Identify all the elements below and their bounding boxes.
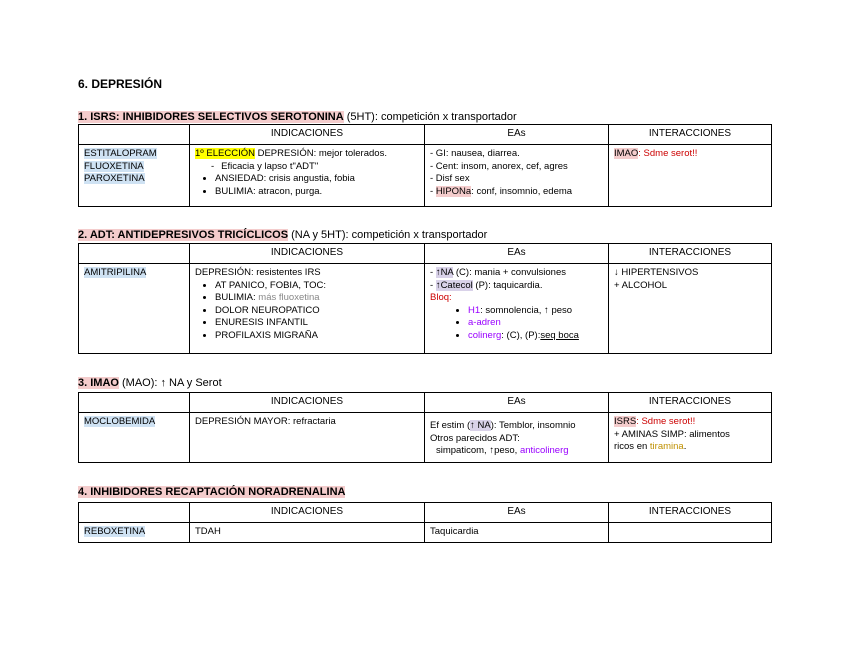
drug-cell <box>79 145 190 207</box>
first-choice-highlight: 1º ELECCIÓN <box>195 148 255 159</box>
table-header-row <box>79 503 772 523</box>
drug-cell <box>79 523 190 543</box>
section-4-label: 4. INHIBIDORES RECAPTACIÓN NORADRENALINA <box>78 486 346 498</box>
interaction-text: ↓ HIPERTENSIVOS <box>614 267 699 278</box>
header-interacciones: INTERACCIONES <box>609 503 772 523</box>
header-indicaciones: INDICACIONES <box>190 125 425 145</box>
header-interacciones: INTERACCIONES <box>609 244 772 264</box>
indications-cell <box>190 145 425 207</box>
section-2-heading <box>78 229 487 241</box>
adverse-effect: - ↑Catecol (P): taquicardia. <box>430 279 543 291</box>
drug-name: FLUOXETINA <box>84 160 144 172</box>
header-empty-cell <box>79 125 190 145</box>
section-1-heading <box>78 111 517 123</box>
indication-text: DEPRESIÓN: mejor tolerados. <box>254 148 387 159</box>
indication-item: • ANSIEDAD: crisis angustia, fobia <box>215 173 419 186</box>
indications-cell <box>190 264 425 354</box>
adverse-effect: - Cent: insom, anorex, cef, agres <box>430 160 568 172</box>
table-header-row <box>79 244 772 264</box>
table-row <box>79 523 772 543</box>
indication-item: • PROFILAXIS MIGRAÑA <box>215 330 419 343</box>
page-title: 6. DEPRESIÓN <box>78 77 163 91</box>
section-4-heading <box>78 486 345 498</box>
section-1-desc: (5HT): competición x transportador <box>343 111 517 123</box>
table-row <box>79 145 772 207</box>
drug-cell <box>79 264 190 354</box>
drug-name: ESTITALOPRAM <box>84 148 157 159</box>
interactions-cell <box>609 523 772 543</box>
section-2-desc: (NA y 5HT): competición x transportador <box>288 229 488 241</box>
header-indicaciones: INDICACIONES <box>190 244 425 264</box>
header-interacciones: INTERACCIONES <box>609 393 772 413</box>
indication-item: • DOLOR NEUROPATICO <box>215 305 419 318</box>
interaction-text: : Sdme serot!! <box>638 148 698 159</box>
table-header-row <box>79 393 772 413</box>
indication-item: - Eficacia y lapso t"ADT" <box>223 161 419 174</box>
na-highlight: ↑ NA <box>470 420 491 431</box>
bloq-label: Bloq: <box>430 292 452 303</box>
isrs-highlight: ISRS <box>614 416 637 427</box>
header-eas: EAs <box>425 125 609 145</box>
adverse-effect: • a-adren <box>468 317 603 330</box>
drug-cell <box>79 413 190 463</box>
irna-table <box>78 502 772 543</box>
section-3-label: 3. IMAO <box>78 377 119 389</box>
interactions-cell <box>609 264 772 354</box>
adverse-effects-cell <box>425 413 609 463</box>
header-empty-cell <box>79 244 190 264</box>
header-eas: EAs <box>425 503 609 523</box>
interactions-cell <box>609 145 772 207</box>
indication-text: DEPRESIÓN MAYOR: refractaria <box>195 416 336 427</box>
indications-cell <box>190 413 425 463</box>
na-highlight: ↑NA <box>435 267 454 278</box>
header-empty-cell <box>79 393 190 413</box>
header-eas: EAs <box>425 244 609 264</box>
section-1-label: 1. ISRS: INHIBIDORES SELECTIVOS SEROTONINA <box>78 111 344 123</box>
drug-name: MOCLOBEMIDA <box>84 416 156 427</box>
adverse-effect: - ↑NA (C): mania + convulsiones <box>430 267 566 278</box>
header-interacciones: INTERACCIONES <box>609 125 772 145</box>
drug-name: PAROXETINA <box>84 173 145 184</box>
header-empty-cell <box>79 503 190 523</box>
section-3-heading <box>78 377 222 389</box>
adverse-effect: • colinerg: (C), (P):seq boca <box>468 330 603 343</box>
adverse-effect: - HIPONa: conf, insomnio, edema <box>430 185 573 197</box>
drug-name: REBOXETINA <box>84 526 146 537</box>
indication-item: • BULIMIA: atracon, purga. <box>215 186 419 199</box>
indication-text: DEPRESIÓN: resistentes IRS <box>195 267 321 278</box>
adverse-effect: • H1: somnolencia, ↑ peso <box>468 305 603 318</box>
header-indicaciones: INDICACIONES <box>190 393 425 413</box>
indication-item: • AT PANICO, FOBIA, TOC: <box>215 280 419 293</box>
isrs-table <box>78 124 772 207</box>
interaction-text: + ALCOHOL <box>614 279 668 291</box>
adt-table <box>78 243 772 354</box>
interaction-text: ricos en tiramina. <box>614 441 687 452</box>
hypona-highlight: HIPONa <box>435 185 472 197</box>
interaction-text: + AMINAS SIMP: alimentos <box>614 428 730 440</box>
adverse-effects-cell <box>425 145 609 207</box>
section-3-desc: (MAO): ↑ NA y Serot <box>118 377 222 389</box>
table-row <box>79 264 772 354</box>
imao-highlight: IMAO <box>614 148 639 159</box>
table-header-row <box>79 125 772 145</box>
header-indicaciones: INDICACIONES <box>190 503 425 523</box>
adverse-effect: Otros parecidos ADT: <box>430 432 520 444</box>
table-row <box>79 413 772 463</box>
adverse-effect: - GI: nausea, diarrea. <box>430 148 520 159</box>
indication-item: • BULIMIA: más fluoxetina <box>215 292 419 305</box>
adverse-effect: - Disf sex <box>430 173 470 184</box>
imao-table <box>78 392 772 463</box>
adverse-effect: Ef estim (↑ NA): Temblor, insomnio <box>430 420 576 431</box>
section-2-label: 2. ADT: ANTIDEPRESIVOS TRICÍCLICOS <box>78 229 289 241</box>
drug-name: AMITRIPILINA <box>84 267 147 278</box>
indications-cell: TDAH <box>190 523 425 543</box>
header-eas: EAs <box>425 393 609 413</box>
adverse-effects-cell: Taquicardia <box>425 523 609 543</box>
adverse-effect: simpaticom, ↑peso, anticolinerg <box>436 445 569 456</box>
interaction-text: ISRS: Sdme serot!! <box>614 416 696 427</box>
adverse-effects-cell <box>425 264 609 354</box>
interactions-cell <box>609 413 772 463</box>
catecol-highlight: ↑Catecol <box>435 279 473 291</box>
indication-item: • ENURESIS INFANTIL <box>215 317 419 330</box>
